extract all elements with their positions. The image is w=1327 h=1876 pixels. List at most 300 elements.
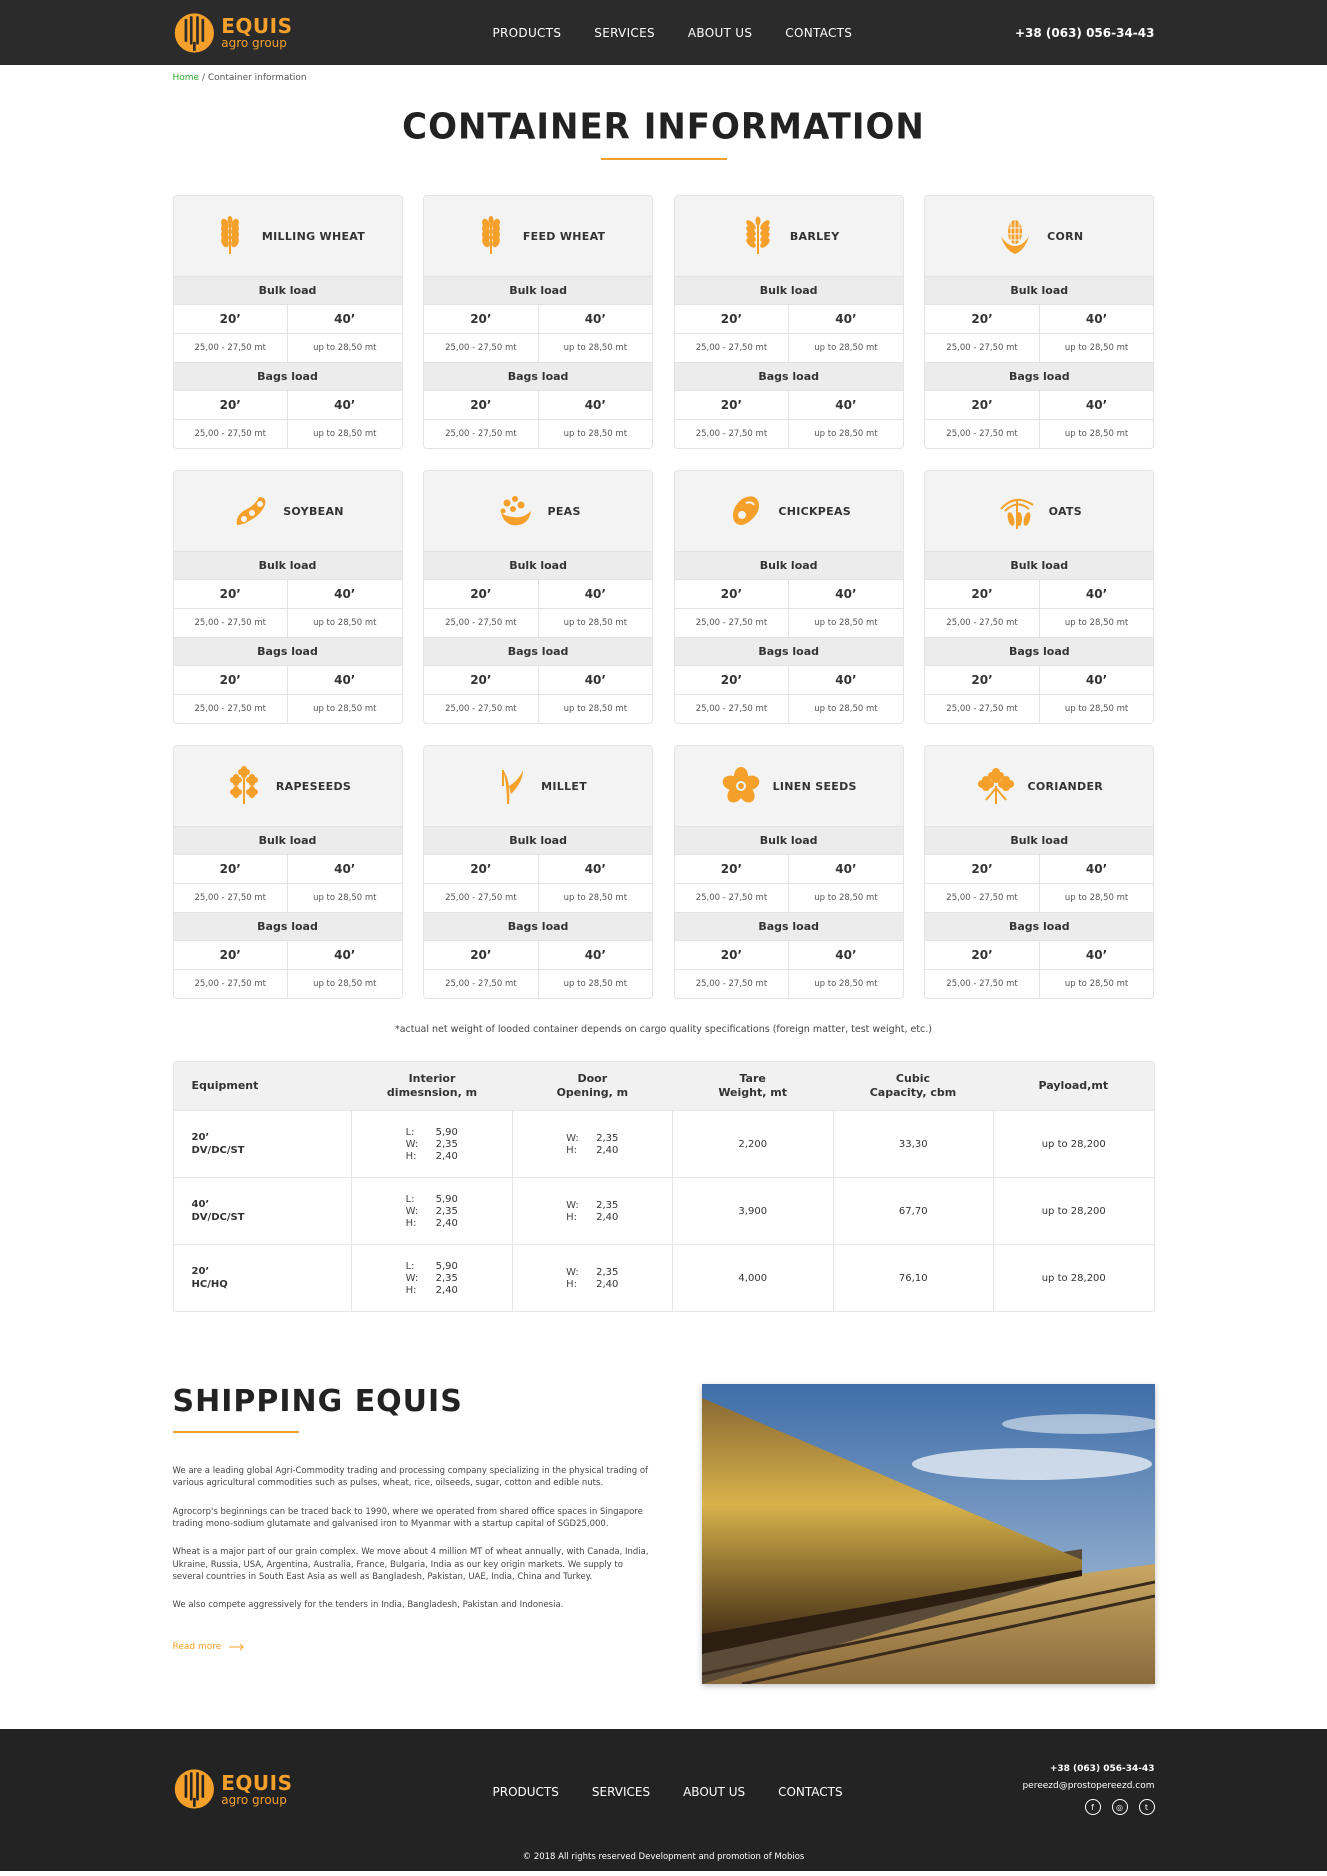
- interior-cell: [351, 1245, 512, 1311]
- breadcrumb-separator: /: [199, 73, 208, 83]
- product-name: CORIANDER: [1027, 779, 1104, 793]
- twitter-icon[interactable]: t: [1139, 1799, 1155, 1815]
- bulk-load-weight-row: [424, 608, 652, 637]
- weight-40-value: up to 28,50 mt: [538, 695, 653, 723]
- bulk-load-weight-row: [925, 883, 1153, 912]
- equipment-table: [173, 1061, 1155, 1312]
- weight-40-value: up to 28,50 mt: [1039, 334, 1154, 362]
- bags-load-size-row: [925, 940, 1153, 969]
- dim-value: 2,40: [435, 1284, 458, 1296]
- size-20-label: 20’: [219, 948, 241, 962]
- dim-label: H:: [566, 1278, 577, 1290]
- bags-load-size-row: [424, 665, 652, 694]
- size-40-label: 40’: [538, 580, 653, 608]
- product-name: LINEN SEEDS: [772, 779, 857, 793]
- header-phone[interactable]: +38 (063) 056-34-43: [1014, 25, 1155, 40]
- product-card-header: [925, 471, 1153, 551]
- product-name: SOYBEAN: [283, 504, 344, 518]
- bulk-load-size-row: [424, 304, 652, 333]
- bags-load-weight-row: [925, 969, 1153, 998]
- weight-20-value: 25,00 - 27,50 mt: [946, 979, 1018, 989]
- product-card-header: [424, 196, 652, 276]
- size-40-label: 40’: [1039, 391, 1154, 419]
- nav-about-us[interactable]: ABOUT US: [687, 25, 753, 40]
- size-20-label: 20’: [971, 398, 993, 412]
- dim-label: W:: [405, 1138, 419, 1150]
- product-card: [674, 470, 904, 724]
- weight-20-value: 25,00 - 27,50 mt: [695, 343, 768, 353]
- bulk-load-size-row: [925, 304, 1153, 333]
- footer-contacts: [1022, 1761, 1154, 1815]
- bulk-load-header: Bulk load: [424, 826, 652, 854]
- size-20-label: 20’: [720, 862, 743, 876]
- bags-load-weight-row: [424, 969, 652, 998]
- size-20-label: 20’: [219, 862, 241, 876]
- payload-cell: up to 28,200: [993, 1178, 1154, 1244]
- size-40-label: 40’: [538, 941, 653, 969]
- shipping-title: SHIPPING EQUIS: [172, 1384, 463, 1419]
- size-40-label: 40’: [287, 580, 402, 608]
- weight-40-value: up to 28,50 mt: [788, 420, 903, 448]
- logo-text: EQUIS: [221, 1770, 293, 1795]
- shipping-paragraph: Agrocorp's beginnings can be traced back to 1990, where we operated from shared office spaces in Singapore trading mono-sodium glutamate and galvanised iron to Myanmar with a startup capital of SGD25,000.: [172, 1506, 643, 1529]
- corn-icon: [995, 216, 1035, 256]
- site-footer: [0, 1729, 1327, 1871]
- shipping-paragraph: Wheat is a major part of our grain complex. We move about 4 million MT of wheat annually, with Canada, India, Ukraine, Russia, USA, Argentina, Australia, France, Bulgaria, India as our key origin markets. We supply to several countries in South East Asia as well as Bangladesh, Pakistan, UAE, India, China and Turkey.: [172, 1547, 649, 1582]
- dim-label: H:: [405, 1217, 417, 1229]
- shipping-section: [173, 1384, 1155, 1684]
- bulk-load-weight-row: [925, 333, 1153, 362]
- dim-label: H:: [405, 1150, 417, 1162]
- footer-nav-contacts[interactable]: CONTACTS: [778, 1785, 843, 1799]
- peas-icon: [495, 491, 535, 531]
- bags-load-size-row: [424, 390, 652, 419]
- rapeseed-icon: [224, 766, 264, 806]
- wheat-icon: [471, 216, 511, 256]
- weight-20-value: 25,00 - 27,50 mt: [946, 893, 1018, 903]
- size-20-label: 20’: [470, 948, 492, 962]
- dim-value: 2,40: [435, 1150, 458, 1162]
- dim-value: 2,40: [435, 1217, 458, 1229]
- logo-subtext: agro group: [221, 36, 287, 50]
- footer-logo[interactable]: [173, 1765, 293, 1813]
- weight-note: *actual net weight of looded container depends on cargo quality specifications (foreign matter, test weight, etc.): [394, 1024, 933, 1035]
- dim-value: 2,40: [596, 1278, 619, 1290]
- product-name: MILLET: [541, 779, 588, 793]
- train-image: [702, 1384, 1155, 1684]
- weight-20-value: 25,00 - 27,50 mt: [445, 343, 517, 353]
- size-40-label: 40’: [788, 305, 903, 333]
- product-card-header: [174, 746, 402, 826]
- breadcrumb-home[interactable]: Home: [172, 73, 200, 83]
- weight-20-value: 25,00 - 27,50 mt: [695, 979, 768, 989]
- title-underline: [601, 158, 727, 160]
- product-card: [423, 195, 653, 449]
- tare-cell: 4,000: [672, 1245, 833, 1311]
- size-20-label: 20’: [470, 587, 492, 601]
- size-40-label: 40’: [788, 855, 903, 883]
- millet-icon: [489, 766, 529, 806]
- dim-label: W:: [405, 1205, 419, 1217]
- weight-40-value: up to 28,50 mt: [788, 884, 903, 912]
- main-nav: [493, 26, 853, 40]
- th-cubic: Cubic Capacity, cbm: [869, 1071, 957, 1099]
- weight-20-value: 25,00 - 27,50 mt: [695, 618, 768, 628]
- weight-40-value: up to 28,50 mt: [788, 334, 903, 362]
- bulk-load-weight-row: [675, 883, 903, 912]
- payload-cell: up to 28,200: [993, 1245, 1154, 1311]
- size-40-label: 40’: [538, 855, 653, 883]
- tare-cell: 3,900: [672, 1178, 833, 1244]
- weight-20-value: 25,00 - 27,50 mt: [946, 618, 1018, 628]
- weight-40-value: up to 28,50 mt: [287, 334, 402, 362]
- bags-load-weight-row: [925, 419, 1153, 448]
- train-photo: [702, 1384, 1155, 1684]
- bags-load-header: Bags load: [925, 912, 1153, 940]
- size-20-label: 20’: [219, 398, 241, 412]
- read-more-label: Read more: [172, 1641, 222, 1652]
- size-40-label: 40’: [1039, 580, 1154, 608]
- size-20-label: 20’: [470, 862, 492, 876]
- bulk-load-header: Bulk load: [174, 276, 402, 304]
- door-cell: [512, 1178, 673, 1244]
- oats-icon: [997, 491, 1037, 531]
- product-card: [173, 745, 403, 999]
- weight-20-value: 25,00 - 27,50 mt: [946, 429, 1018, 439]
- dim-label: H:: [566, 1144, 577, 1156]
- weight-40-value: up to 28,50 mt: [287, 884, 402, 912]
- cubic-cell: 67,70: [833, 1178, 994, 1244]
- bags-load-weight-row: [174, 969, 402, 998]
- size-20-label: 20’: [219, 587, 241, 601]
- weight-40-value: up to 28,50 mt: [287, 420, 402, 448]
- bags-load-size-row: [675, 665, 903, 694]
- logo[interactable]: [173, 9, 293, 57]
- bags-load-header: Bags load: [174, 912, 402, 940]
- cubic-cell: 33,30: [833, 1111, 994, 1177]
- weight-20-value: 25,00 - 27,50 mt: [194, 618, 266, 628]
- weight-20-value: 25,00 - 27,50 mt: [695, 429, 768, 439]
- bulk-load-size-row: [174, 579, 402, 608]
- door-cell: [512, 1245, 673, 1311]
- wheat-icon: [210, 216, 250, 256]
- bulk-load-weight-row: [174, 608, 402, 637]
- dim-label: L:: [405, 1193, 415, 1205]
- flower-icon: [721, 766, 761, 806]
- nav-services[interactable]: SERVICES: [594, 25, 655, 40]
- bags-load-size-row: [675, 390, 903, 419]
- dim-label: W:: [566, 1266, 579, 1278]
- bags-load-size-row: [925, 390, 1153, 419]
- weight-20-value: 25,00 - 27,50 mt: [695, 893, 768, 903]
- weight-20-value: 25,00 - 27,50 mt: [445, 893, 517, 903]
- bulk-load-header: Bulk load: [925, 276, 1153, 304]
- product-name: MILLING WHEAT: [261, 229, 366, 243]
- bags-load-size-row: [424, 940, 652, 969]
- weight-40-value: up to 28,50 mt: [287, 695, 402, 723]
- weight-20-value: 25,00 - 27,50 mt: [445, 618, 517, 628]
- table-row: [174, 1177, 1154, 1244]
- footer-nav: [493, 1785, 843, 1799]
- bags-load-weight-row: [424, 419, 652, 448]
- bags-load-header: Bags load: [925, 362, 1153, 390]
- interior-cell: [351, 1111, 512, 1177]
- shipping-paragraph: We also compete aggressively for the tenders in India, Bangladesh, Pakistan and Indonesia.: [172, 1600, 564, 1611]
- breadcrumb-current: Container information: [207, 73, 307, 83]
- bulk-load-header: Bulk load: [925, 826, 1153, 854]
- product-card: [173, 195, 403, 449]
- equipment-cell: 20’ DV/DC/ST: [191, 1132, 245, 1156]
- bags-load-header: Bags load: [424, 912, 652, 940]
- coriander-icon: [976, 766, 1016, 806]
- size-20-label: 20’: [720, 398, 743, 412]
- bulk-load-weight-row: [925, 608, 1153, 637]
- product-name: FEED WHEAT: [522, 229, 606, 243]
- weight-40-value: up to 28,50 mt: [1039, 420, 1154, 448]
- product-card-header: [675, 471, 903, 551]
- equipment-cell: 20’ HC/HQ: [191, 1266, 228, 1290]
- product-grid: [173, 195, 1155, 999]
- weight-20-value: 25,00 - 27,50 mt: [194, 343, 266, 353]
- bags-load-size-row: [174, 665, 402, 694]
- bulk-load-size-row: [675, 579, 903, 608]
- product-card: [924, 195, 1154, 449]
- shipping-paragraph: We are a leading global Agri-Commodity trading and processing company specializing in the physical trading of various agricultural commodities such as pulses, wheat, rice, oilseeds, sugar, cotton and edible nuts.: [172, 1466, 649, 1489]
- bags-load-header: Bags load: [174, 637, 402, 665]
- weight-20-value: 25,00 - 27,50 mt: [445, 704, 517, 714]
- size-40-label: 40’: [788, 391, 903, 419]
- size-20-label: 20’: [720, 948, 743, 962]
- dim-value: 5,90: [435, 1193, 458, 1205]
- product-card: [674, 195, 904, 449]
- dim-label: L:: [405, 1126, 415, 1138]
- instagram-icon[interactable]: ◎: [1112, 1799, 1128, 1815]
- bags-load-header: Bags load: [675, 912, 903, 940]
- bags-load-header: Bags load: [424, 362, 652, 390]
- size-20-label: 20’: [971, 312, 993, 326]
- product-card: [423, 745, 653, 999]
- bulk-load-weight-row: [174, 883, 402, 912]
- social-links: [1022, 1799, 1154, 1815]
- footer-nav-about-us[interactable]: ABOUT US: [683, 1785, 746, 1799]
- dim-label: H:: [405, 1284, 417, 1296]
- breadcrumb: [173, 73, 1155, 83]
- product-card-header: [174, 471, 402, 551]
- weight-20-value: 25,00 - 27,50 mt: [194, 979, 266, 989]
- bulk-load-header: Bulk load: [675, 276, 903, 304]
- dim-value: 2,40: [596, 1211, 619, 1223]
- dim-label: W:: [566, 1199, 579, 1211]
- bulk-load-size-row: [925, 579, 1153, 608]
- bags-load-weight-row: [424, 694, 652, 723]
- product-card: [173, 470, 403, 724]
- weight-40-value: up to 28,50 mt: [1039, 884, 1154, 912]
- bulk-load-header: Bulk load: [925, 551, 1153, 579]
- logo-text: EQUIS: [221, 14, 293, 38]
- bags-load-size-row: [174, 390, 402, 419]
- bags-load-size-row: [925, 665, 1153, 694]
- size-40-label: 40’: [788, 666, 903, 694]
- dim-value: 2,35: [596, 1266, 619, 1278]
- product-name: BARLEY: [789, 229, 840, 243]
- arrow-right-icon: [229, 1643, 245, 1651]
- dim-value: 2,35: [435, 1138, 458, 1150]
- payload-cell: up to 28,200: [993, 1111, 1154, 1177]
- size-40-label: 40’: [1039, 666, 1154, 694]
- footer-nav-services[interactable]: SERVICES: [591, 1785, 651, 1799]
- dim-value: 2,35: [596, 1132, 619, 1144]
- footer-nav-products[interactable]: PRODUCTS: [492, 1785, 559, 1799]
- product-card-header: [675, 196, 903, 276]
- size-40-label: 40’: [287, 666, 402, 694]
- bags-load-weight-row: [174, 419, 402, 448]
- dim-label: W:: [566, 1132, 579, 1144]
- size-40-label: 40’: [287, 391, 402, 419]
- size-20-label: 20’: [470, 673, 492, 687]
- nav-products[interactable]: PRODUCTS: [492, 25, 562, 40]
- bags-load-header: Bags load: [174, 362, 402, 390]
- bulk-load-header: Bulk load: [424, 276, 652, 304]
- bags-load-header: Bags load: [424, 637, 652, 665]
- dim-value: 2,35: [435, 1205, 458, 1217]
- bulk-load-header: Bulk load: [174, 551, 402, 579]
- bags-load-weight-row: [675, 969, 903, 998]
- bulk-load-header: Bulk load: [675, 551, 903, 579]
- footer-phone[interactable]: +38 (063) 056-34-43: [1049, 1764, 1155, 1774]
- table-row: [174, 1110, 1154, 1177]
- shipping-underline: [173, 1431, 299, 1433]
- logo-wheat-icon: [173, 1765, 216, 1813]
- size-20-label: 20’: [720, 587, 743, 601]
- tare-cell: 2,200: [672, 1111, 833, 1177]
- size-20-label: 20’: [470, 398, 492, 412]
- product-card-header: [925, 746, 1153, 826]
- size-20-label: 20’: [219, 312, 241, 326]
- size-20-label: 20’: [720, 673, 743, 687]
- bulk-load-weight-row: [424, 883, 652, 912]
- bulk-load-header: Bulk load: [174, 826, 402, 854]
- size-40-label: 40’: [538, 666, 653, 694]
- product-card: [674, 745, 904, 999]
- bags-load-weight-row: [925, 694, 1153, 723]
- size-40-label: 40’: [1039, 305, 1154, 333]
- chickpea-icon: [726, 491, 766, 531]
- read-more-link[interactable]: [173, 1642, 653, 1652]
- bulk-load-size-row: [424, 579, 652, 608]
- weight-40-value: up to 28,50 mt: [1039, 609, 1154, 637]
- size-20-label: 20’: [971, 587, 993, 601]
- cubic-cell: 76,10: [833, 1245, 994, 1311]
- weight-40-value: up to 28,50 mt: [1039, 970, 1154, 998]
- logo-wheat-icon: [173, 9, 216, 57]
- size-40-label: 40’: [287, 855, 402, 883]
- bulk-load-size-row: [675, 304, 903, 333]
- barley-icon: [738, 216, 778, 256]
- weight-20-value: 25,00 - 27,50 mt: [695, 704, 768, 714]
- dim-value: 2,40: [596, 1144, 619, 1156]
- equipment-cell: 40’ DV/DC/ST: [191, 1199, 245, 1223]
- dim-value: 5,90: [435, 1260, 458, 1272]
- bulk-load-weight-row: [174, 333, 402, 362]
- bulk-load-size-row: [675, 854, 903, 883]
- size-20-label: 20’: [470, 312, 492, 326]
- weight-40-value: up to 28,50 mt: [287, 970, 402, 998]
- weight-40-value: up to 28,50 mt: [1039, 695, 1154, 723]
- size-20-label: 20’: [219, 673, 241, 687]
- bulk-load-weight-row: [675, 608, 903, 637]
- weight-20-value: 25,00 - 27,50 mt: [445, 979, 517, 989]
- size-40-label: 40’: [788, 580, 903, 608]
- th-equipment: Equipment: [191, 1078, 259, 1092]
- bulk-load-weight-row: [424, 333, 652, 362]
- bulk-load-size-row: [174, 304, 402, 333]
- weight-40-value: up to 28,50 mt: [538, 334, 653, 362]
- dim-value: 2,35: [596, 1199, 619, 1211]
- weight-40-value: up to 28,50 mt: [538, 420, 653, 448]
- size-40-label: 40’: [538, 391, 653, 419]
- dim-value: 5,90: [435, 1126, 458, 1138]
- product-name: CHICKPEAS: [778, 504, 852, 518]
- size-20-label: 20’: [971, 862, 993, 876]
- weight-20-value: 25,00 - 27,50 mt: [194, 893, 266, 903]
- size-20-label: 20’: [720, 312, 743, 326]
- table-row: [174, 1244, 1154, 1311]
- bulk-load-size-row: [925, 854, 1153, 883]
- soybean-icon: [231, 491, 271, 531]
- copyright: © 2018 All rights reserved Development and promotion of Mobios: [522, 1852, 805, 1862]
- product-name: OATS: [1048, 504, 1082, 518]
- weight-40-value: up to 28,50 mt: [538, 970, 653, 998]
- th-interior: Interior dimesnsion, m: [386, 1071, 478, 1099]
- bags-load-size-row: [174, 940, 402, 969]
- bags-load-weight-row: [675, 694, 903, 723]
- bulk-load-weight-row: [675, 333, 903, 362]
- size-20-label: 20’: [971, 948, 993, 962]
- footer-email[interactable]: pereezd@prostopereezd.com: [1022, 1781, 1155, 1791]
- facebook-icon[interactable]: f: [1085, 1799, 1101, 1815]
- product-card: [423, 470, 653, 724]
- th-door: Door Opening, m: [556, 1071, 629, 1099]
- product-card: [924, 470, 1154, 724]
- weight-20-value: 25,00 - 27,50 mt: [946, 343, 1018, 353]
- dim-value: 2,35: [435, 1272, 458, 1284]
- bulk-load-size-row: [174, 854, 402, 883]
- product-card: [924, 745, 1154, 999]
- product-card-header: [925, 196, 1153, 276]
- weight-20-value: 25,00 - 27,50 mt: [946, 704, 1018, 714]
- bags-load-size-row: [675, 940, 903, 969]
- interior-cell: [351, 1178, 512, 1244]
- nav-contacts[interactable]: CONTACTS: [785, 25, 853, 40]
- size-40-label: 40’: [538, 305, 653, 333]
- product-card-header: [174, 196, 402, 276]
- site-header: [0, 0, 1327, 65]
- product-card-header: [675, 746, 903, 826]
- dim-label: L:: [405, 1260, 415, 1272]
- bulk-load-header: Bulk load: [675, 826, 903, 854]
- product-name: PEAS: [547, 504, 581, 518]
- bags-load-weight-row: [174, 694, 402, 723]
- bags-load-weight-row: [675, 419, 903, 448]
- weight-40-value: up to 28,50 mt: [788, 970, 903, 998]
- weight-40-value: up to 28,50 mt: [788, 695, 903, 723]
- product-name: RAPESEEDS: [275, 779, 352, 793]
- size-40-label: 40’: [287, 941, 402, 969]
- bags-load-header: Bags load: [675, 637, 903, 665]
- th-payload: Payload,mt: [1038, 1078, 1109, 1092]
- th-tare: Tare Weight, mt: [718, 1071, 787, 1099]
- weight-40-value: up to 28,50 mt: [538, 884, 653, 912]
